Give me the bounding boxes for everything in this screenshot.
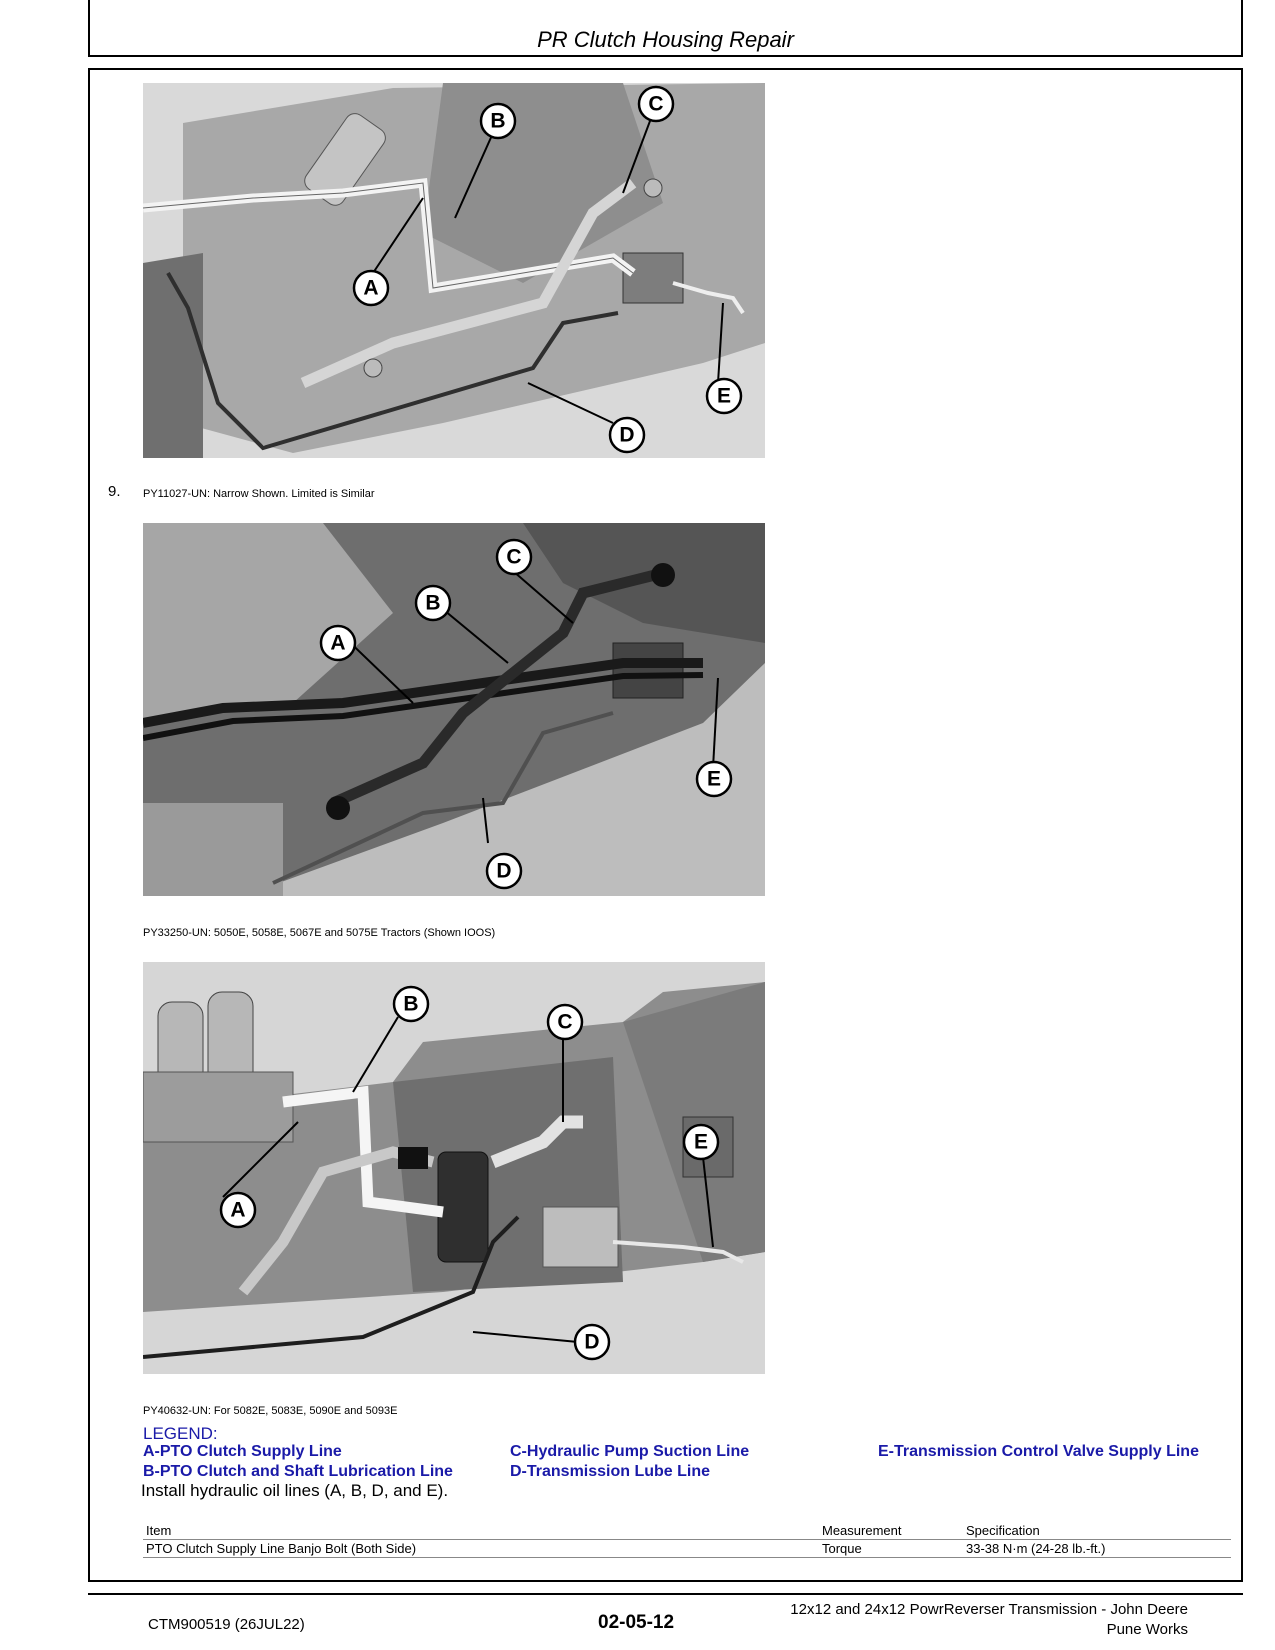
callout-b bbox=[481, 104, 515, 138]
figure-1-caption: PY11027-UN: Narrow Shown. Limited is Similar bbox=[143, 488, 375, 500]
cell-measurement: Torque bbox=[819, 1540, 963, 1558]
svg-text:C: C bbox=[557, 1010, 573, 1034]
footer-page-number: 02-05-12 bbox=[598, 1612, 675, 1633]
svg-text:D: D bbox=[619, 423, 635, 447]
page-header bbox=[88, 0, 1243, 57]
figure-3-caption: PY40632-UN: For 5082E, 5083E, 5090E and 5093E bbox=[143, 1405, 398, 1417]
legend-item-e: E-Transmission Control Valve Supply Line bbox=[878, 1443, 1199, 1460]
spec-table bbox=[143, 1522, 1231, 1558]
figure-3-image bbox=[143, 962, 765, 1374]
callout-e bbox=[697, 762, 731, 796]
figure-2-image bbox=[143, 523, 765, 896]
svg-text:D: D bbox=[584, 1330, 600, 1354]
footer-title-line1: 12x12 and 24x12 PowrReverser Transmission - John Deere bbox=[790, 1601, 1188, 1618]
svg-text:A: A bbox=[330, 631, 346, 655]
step-number: 9. bbox=[108, 483, 121, 500]
callout-d bbox=[487, 854, 521, 888]
svg-text:B: B bbox=[425, 591, 441, 615]
callout-c bbox=[497, 540, 531, 574]
legend-title: LEGEND: bbox=[143, 1424, 218, 1443]
svg-text:B: B bbox=[490, 109, 506, 133]
table-row bbox=[143, 1540, 1231, 1558]
svg-text:D: D bbox=[496, 859, 512, 883]
cell-item: PTO Clutch Supply Line Banjo Bolt (Both Side) bbox=[143, 1540, 819, 1558]
callout-a bbox=[354, 271, 388, 305]
legend-item-c: C-Hydraulic Pump Suction Line bbox=[510, 1443, 750, 1460]
svg-text:C: C bbox=[648, 92, 664, 116]
callout-b bbox=[394, 987, 428, 1021]
figure-1-image bbox=[143, 83, 765, 458]
svg-text:A: A bbox=[230, 1198, 246, 1222]
svg-text:E: E bbox=[706, 767, 722, 791]
svg-text:E: E bbox=[716, 384, 732, 408]
footer-title-line2: Pune Works bbox=[1106, 1621, 1188, 1638]
page-title: PR Clutch Housing Repair bbox=[537, 27, 794, 52]
footer-divider bbox=[88, 1593, 1243, 1595]
callout-b bbox=[416, 586, 450, 620]
callout-a bbox=[221, 1193, 255, 1227]
instruction-text: Install hydraulic oil lines (A, B, D, and E). bbox=[141, 1481, 449, 1500]
callout-d bbox=[610, 418, 644, 452]
column-header-measurement: Measurement bbox=[819, 1522, 963, 1540]
callout-c bbox=[639, 87, 673, 121]
svg-text:E: E bbox=[693, 1130, 709, 1154]
column-header-item: Item bbox=[143, 1522, 819, 1540]
footer-title bbox=[700, 1600, 1188, 1640]
legend-item-a: A-PTO Clutch Supply Line bbox=[143, 1443, 342, 1460]
svg-text:B: B bbox=[403, 992, 419, 1016]
cell-specification: 33-38 N·m (24-28 lb.-ft.) bbox=[963, 1540, 1231, 1558]
legend-item-d: D-Transmission Lube Line bbox=[510, 1463, 711, 1480]
legend-item-b: B-PTO Clutch and Shaft Lubrication Line bbox=[143, 1463, 453, 1480]
callout-a bbox=[321, 626, 355, 660]
figure-2-caption: PY33250-UN: 5050E, 5058E, 5067E and 5075E Tractors (Shown IOOS) bbox=[143, 927, 496, 939]
table-header-row bbox=[143, 1522, 1231, 1540]
svg-text:C: C bbox=[506, 545, 522, 569]
callout-e bbox=[684, 1125, 718, 1159]
callout-c bbox=[548, 1005, 582, 1039]
footer-doc-id: CTM900519 (26JUL22) bbox=[148, 1616, 305, 1633]
column-header-specification: Specification bbox=[963, 1522, 1231, 1540]
svg-text:A: A bbox=[363, 276, 379, 300]
callout-d bbox=[575, 1325, 609, 1359]
callout-e bbox=[707, 379, 741, 413]
